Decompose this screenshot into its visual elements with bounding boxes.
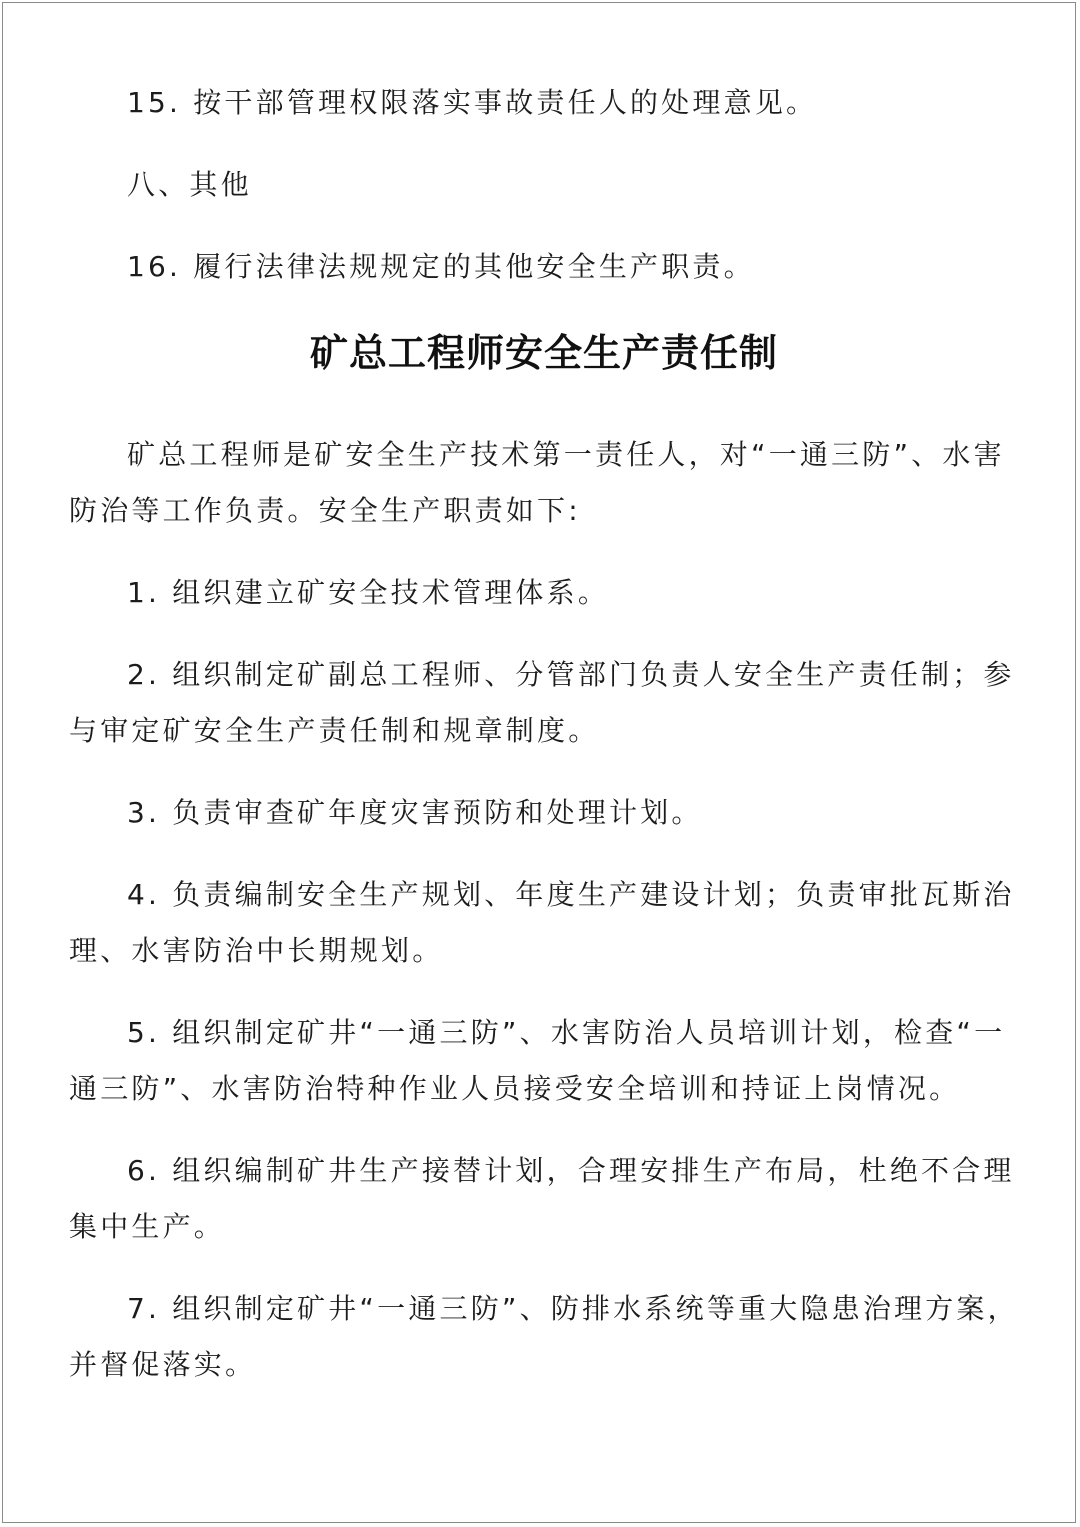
item-5: 5. 组织制定矿井“一通三防”、水害防治人员培训计划，检查“一通三防”、水害防治特种作业人员接受安全培训和持证上岗情况。	[69, 1016, 1006, 1105]
item-1: 1. 组织建立矿安全技术管理体系。	[127, 576, 610, 609]
item-3: 3. 负责审查矿年度灾害预防和处理计划。	[127, 796, 703, 829]
document-body	[69, 75, 1019, 1419]
item-7: 7. 组织制定矿井“一通三防”、防排水系统等重大隐患治理方案，并督促落实。	[69, 1292, 1019, 1381]
document-page	[2, 2, 1076, 1523]
section-heading-8: 八、其他	[127, 168, 252, 201]
doc-title: 矿总工程师安全生产责任制	[309, 330, 778, 375]
item-16: 16. 履行法律法规规定的其他安全生产职责。	[127, 250, 755, 283]
intro-paragraph: 矿总工程师是矿安全生产技术第一责任人，对“一通三防”、水害防治等工作负责。安全生产职责如下:	[69, 438, 1005, 527]
item-6: 6. 组织编制矿井生产接替计划，合理安排生产布局，杜绝不合理集中生产。	[69, 1154, 1015, 1243]
item-2: 2. 组织制定矿副总工程师、分管部门负责人安全生产责任制；参与审定矿安全生产责任制和规章制度。	[69, 658, 1015, 747]
item-15: 15. 按干部管理权限落实事故责任人的处理意见。	[127, 86, 818, 119]
item-4: 4. 负责编制安全生产规划、年度生产建设计划；负责审批瓦斯治理、水害防治中长期规划。	[69, 878, 1015, 967]
